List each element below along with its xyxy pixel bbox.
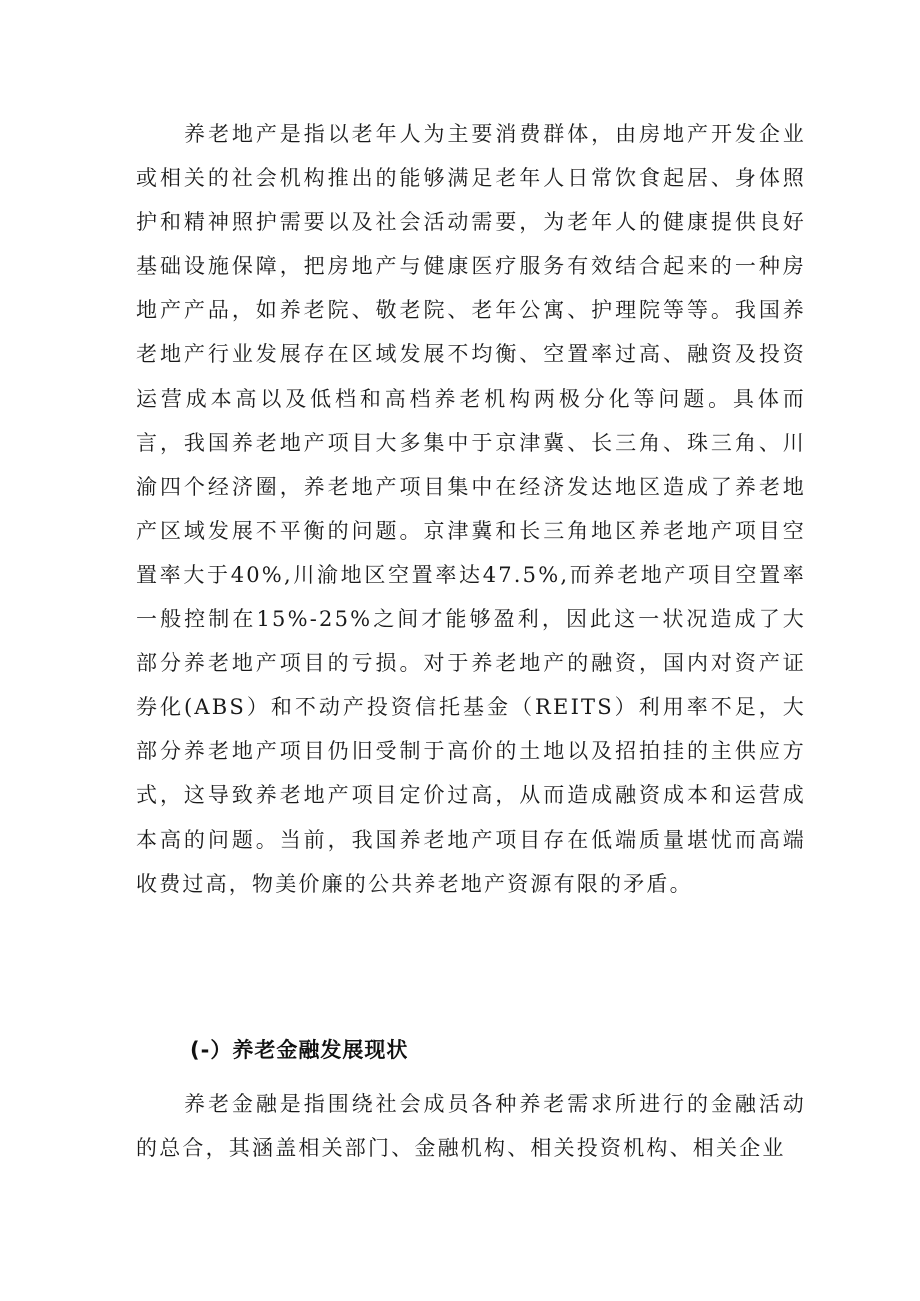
section-heading-elderly-finance: (-）养老金融发展现状 bbox=[190, 1038, 409, 1062]
body-paragraph-elderly-real-estate: 养老地产是指以老年人为主要消费群体，由房地产开发企业或相关的社会机构推出的能够满足老年人日常饮食起居、身体照护和精神照护需要以及社会活动需要，为老年人的健康提供良好基础设施保障，把房地产与健康医疗服务有效结合起来的一种房地产产品，如养老院、敬老院、老年公寓、护理院等等。我国养老地产行业发展存在区域发展不均衡、空置率过高、融资及投资运营成本高以及低档和高档养老机构两极分化等问题。具体而言，我国养老地产项目大多集中于京津冀、长三角、珠三角、川渝四个经济圈，养老地产项目集中在经济发达地区造成了养老地产区域发展不平衡的问题。京津冀和长三角地区养老地产项目空置率大于40%,川渝地区空置率达47.5%,而养老地产项目空置率一般控制在15%-25%之间才能够盈利，因此这一状况造成了大部分养老地产项目的亏损。对于养老地产的融资，国内对资产证券化(ABS）和不动产投资信托基金（REITS）利用率不足，大部分养老地产项目仍旧受制于高价的土地以及招拍挂的主供应方式，这导致养老地产项目定价过高，从而造成融资成本和运营成本高的问题。当前，我国养老地产项目存在低端质量堪忧而高端收费过高，物美价廉的公共养老地产资源有限的矛盾。 bbox=[136, 122, 806, 896]
body-paragraph-elderly-finance: 养老金融是指围绕社会成员各种养老需求所进行的金融活动的总合，其涵盖相关部门、金融机构、相关投资机构、相关企业 bbox=[136, 1092, 806, 1161]
